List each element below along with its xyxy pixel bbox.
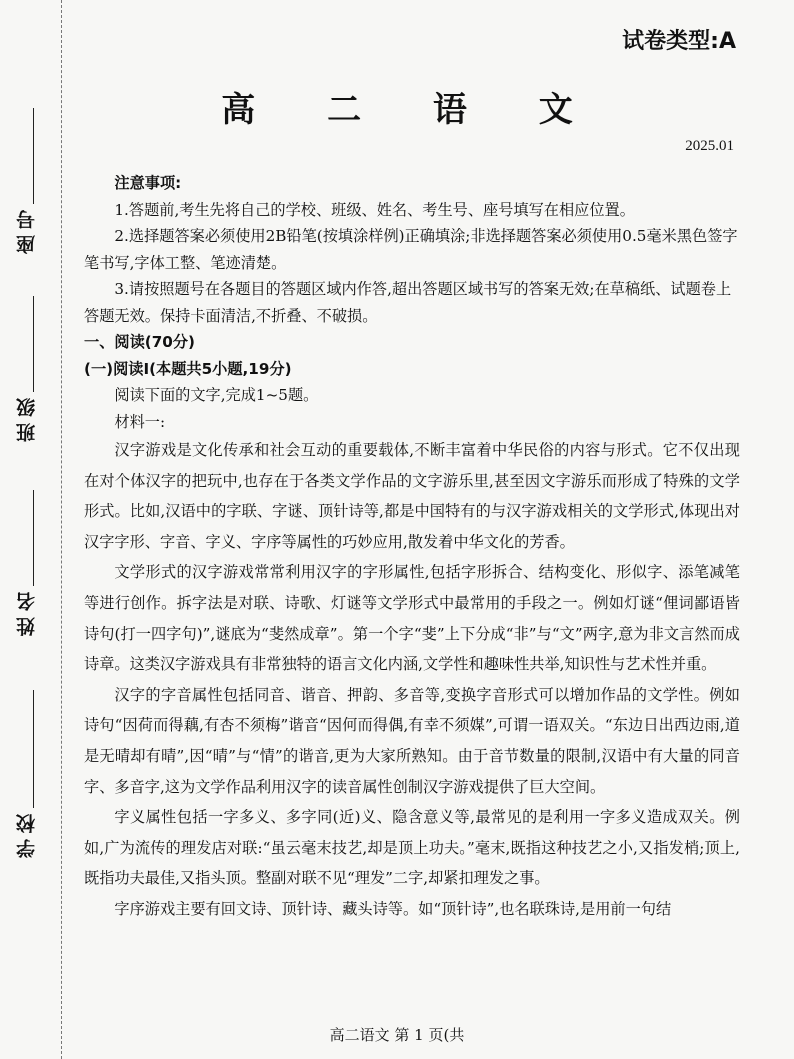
seat-number-label: 座号 <box>15 204 38 254</box>
name-field <box>4 490 48 636</box>
notes-item-2: 2.选择题答案必须使用2B铅笔(按填涂样例)正确填涂;非选择题答案必须使用0.5毫米黑色签字笔书写,字体工整、笔迹清楚。 <box>84 227 738 272</box>
notes-item-3: 3.请按照题号在各题目的答题区域内作答,超出答题区域书写的答案无效;在草稿纸、试题卷上答题无效。保持卡面清洁,不折叠、不破损。 <box>84 280 732 325</box>
class-label: 班级 <box>15 392 38 442</box>
notes-heading: 注意事项: <box>114 174 182 192</box>
exam-title: 高 二 语 文 <box>221 90 603 130</box>
material-label: 材料一: <box>114 412 166 431</box>
binding-margin-dashed-line <box>61 0 62 1059</box>
section-heading: 一、阅读(70分) <box>84 333 195 351</box>
exam-content <box>84 170 740 925</box>
passage-paragraph-4: 字义属性包括一字多义、多字同(近)义、隐含意义等,最常见的是利用一字多义造成双关。例如,广为流传的理发店对联:“虽云毫末技艺,却是顶上功夫。”毫末,既指这种技艺之小,又指发梢;顶上,既指功夫最佳,又指头顶。整副对联不见“理发”二字,却紧扣理发之事。 <box>84 808 740 888</box>
school-label: 学校 <box>15 808 38 858</box>
passage-paragraph-2: 文学形式的汉字游戏常常利用汉字的字形属性,包括字形拆合、结构变化、形似字、添笔减笔等进行创作。拆字法是对联、诗歌、灯谜等文学形式中最常用的手段之一。例如灯谜“俚词鄙语皆诗句(打一四字句)”,谜底为“斐然成章”。第一个字“斐”上下分成“非”与“文”两字,意为非文言然而成诗章。这类汉字游戏具有非常独特的语言文化内涵,文学性和趣味性共举,知识性与艺术性并重。 <box>84 563 740 674</box>
passage-paragraph-5: 字序游戏主要有回文诗、顶针诗、藏头诗等。如“顶针诗”,也名联珠诗,是用前一句结 <box>114 899 672 918</box>
name-blank[interactable] <box>33 490 34 586</box>
notes-item-1: 1.答题前,考生先将自己的学校、班级、姓名、考生号、座号填写在相应位置。 <box>114 200 635 219</box>
school-field <box>4 690 48 858</box>
exam-date: 2025.01 <box>685 138 734 154</box>
name-label: 姓名 <box>15 586 38 636</box>
subsection-heading: (一)阅读Ⅰ(本题共5小题,19分) <box>84 359 292 378</box>
class-field <box>4 296 48 442</box>
reading-instruction: 阅读下面的文字,完成1~5题。 <box>114 386 319 404</box>
school-blank[interactable] <box>33 690 34 808</box>
passage-paragraph-1: 汉字游戏是文化传承和社会互动的重要载体,不断丰富着中华民俗的内容与形式。它不仅出现在对个体汉字的把玩中,也存在于各类文学作品的文字游乐里,甚至因文字游乐而形成了特殊的文学形式。比如,汉语中的字联、字谜、顶针诗等,都是中国特有的与汉字游戏相关的文学形式,体现出对汉字字形、字音、字义、字序等属性的巧妙应用,散发着中华文化的芳香。 <box>84 441 740 551</box>
class-blank[interactable] <box>33 296 34 392</box>
paper-type-label: 试卷类型:A <box>622 29 736 54</box>
page-footer: 高二语文 第 1 页(共 <box>329 1026 465 1044</box>
passage-paragraph-3: 汉字的字音属性包括同音、谐音、押韵、多音等,变换字音形式可以增加作品的文学性。例如诗句“因荷而得藕,有杏不须梅”谐音“因何而得偶,有幸不须媒”,可谓一语双关。“东边日出西边雨,道是无晴却有晴”,因“晴”与“情”的谐音,更为大家所熟知。由于音节数量的限制,汉语中有大量的同音字、多音字,这为文学作品利用汉字的读音属性创制汉字游戏提供了巨大空间。 <box>84 685 740 796</box>
